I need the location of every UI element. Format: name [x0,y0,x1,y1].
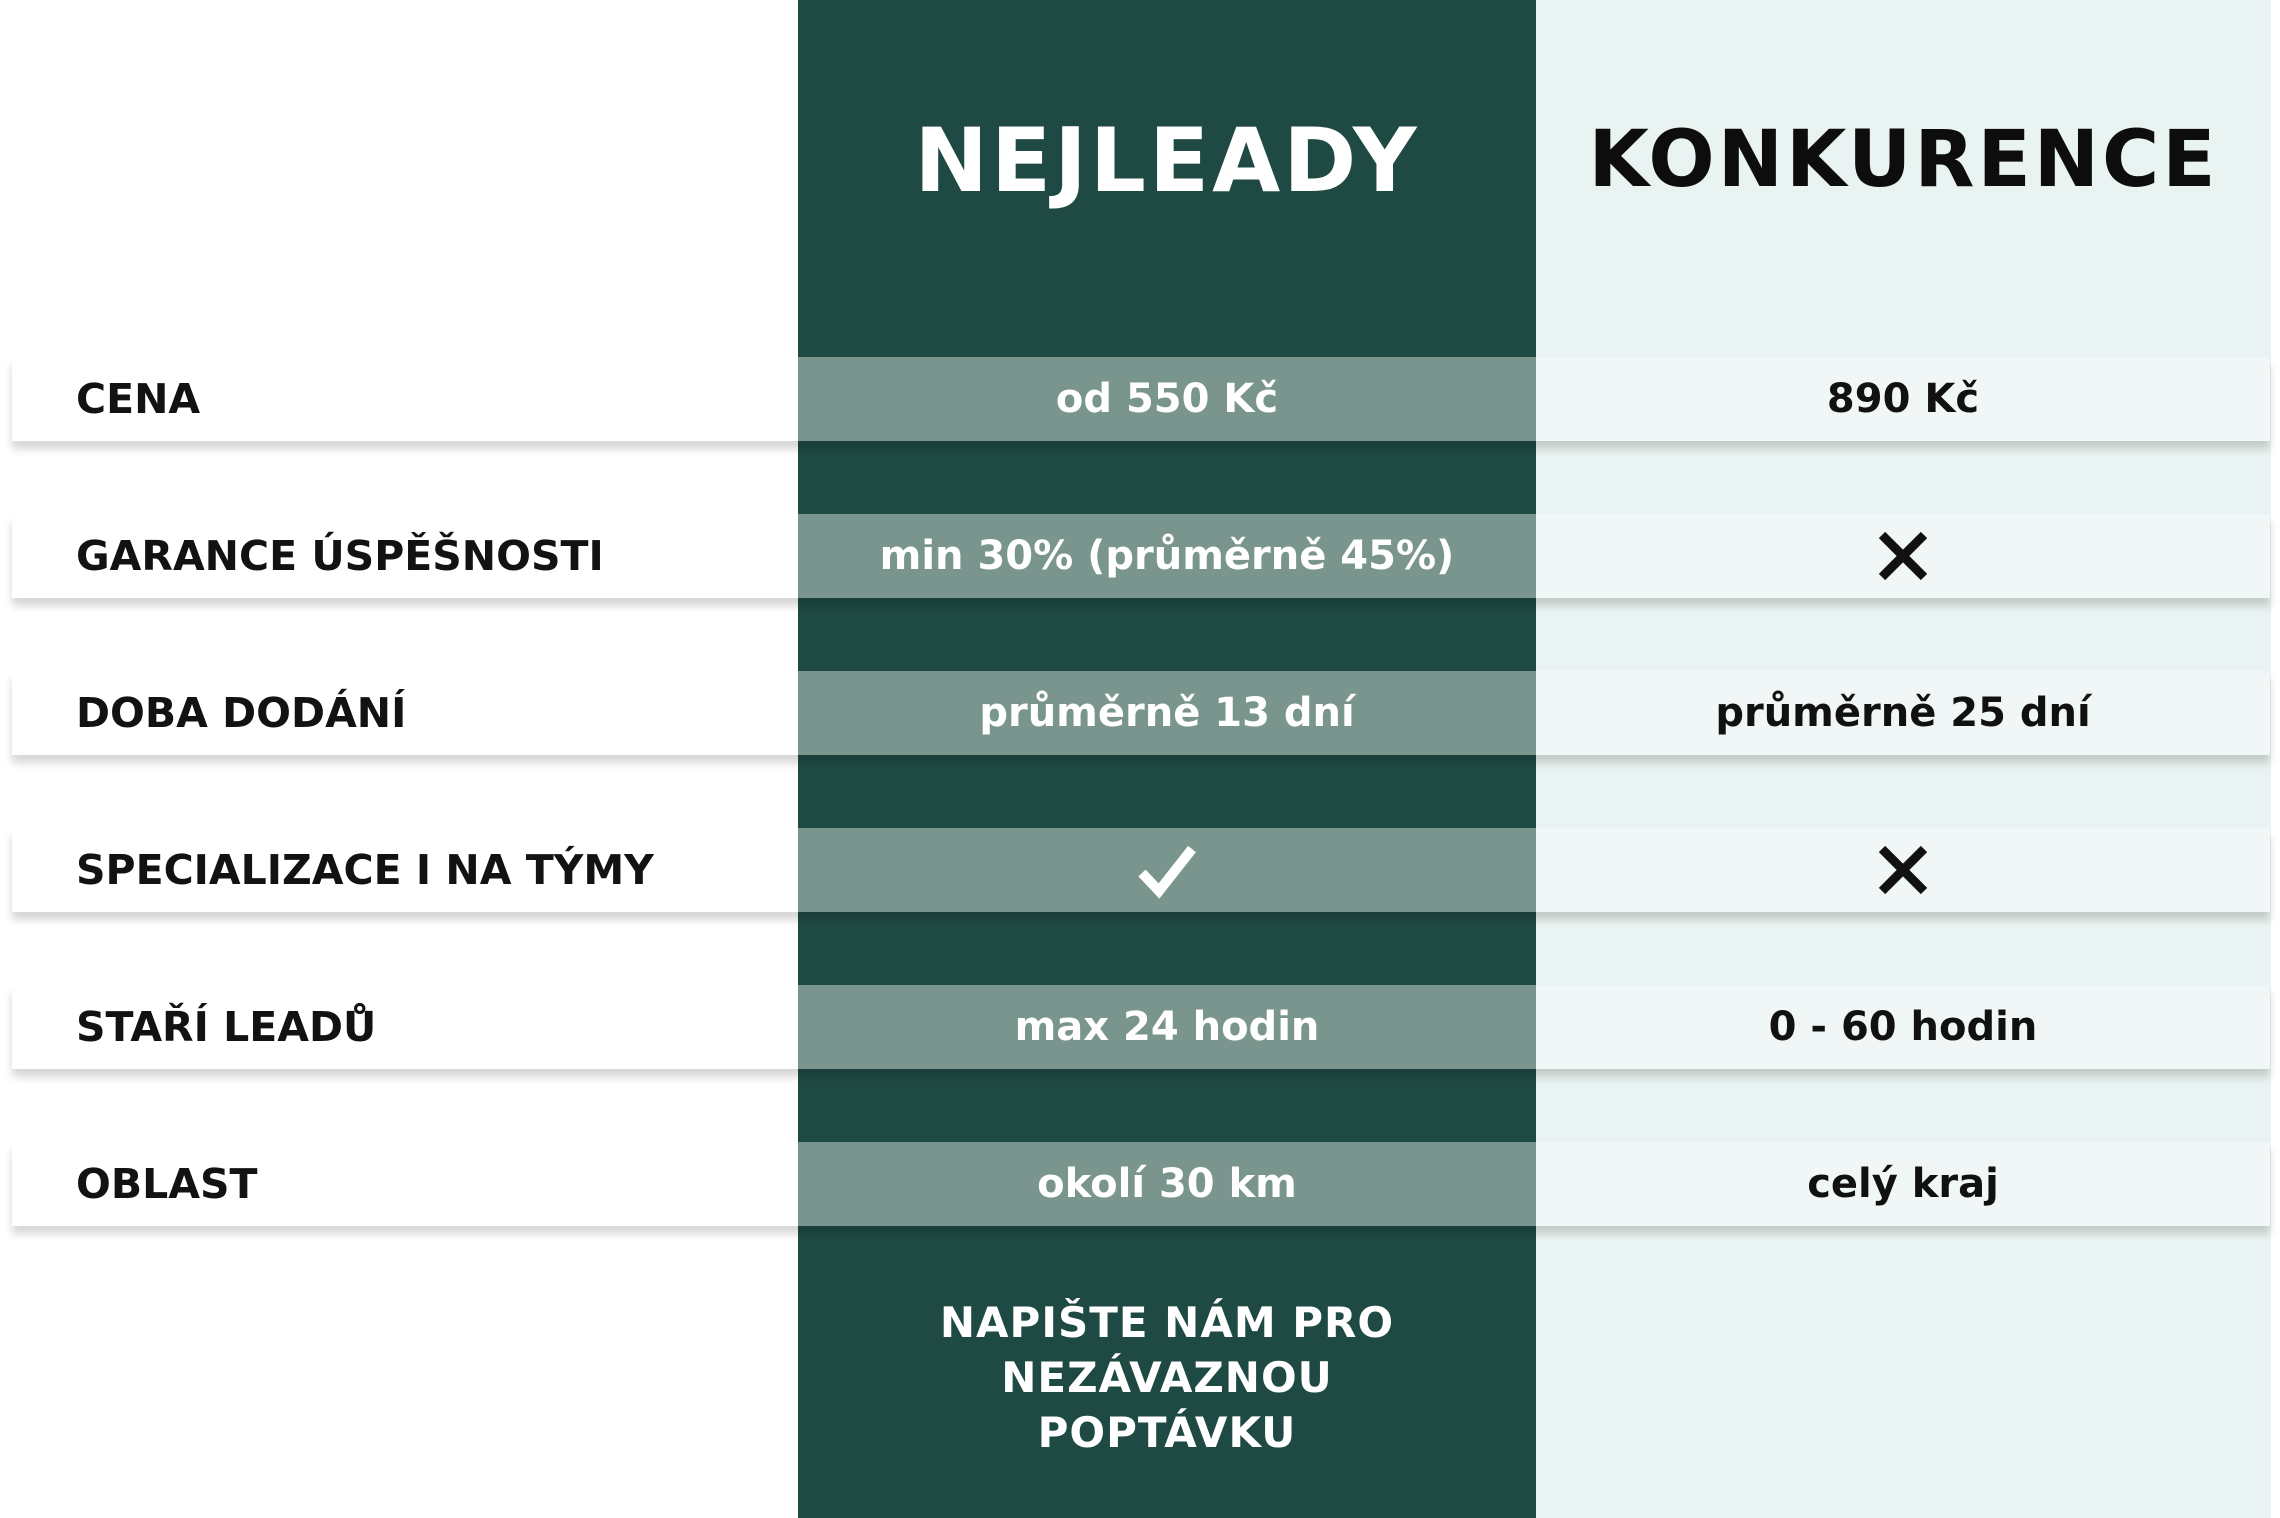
nejleady-value: od 550 Kč [798,357,1536,441]
konkurence-value: celý kraj [1536,1142,2270,1226]
cta-line: POPTÁVKU [1037,1408,1297,1457]
comparison-row-oblast [12,1142,2270,1226]
nejleady-column [798,0,1536,1518]
nejleady-value: min 30% (průměrně 45%) [798,514,1536,598]
nejleady-value [798,828,1536,912]
comparison-row-garance [12,514,2270,598]
row-label: DOBA DODÁNÍ [12,671,798,755]
konkurence-value [1536,514,2270,598]
row-label: SPECIALIZACE I NA TÝMY [12,828,798,912]
comparison-row-doba-dodani [12,671,2270,755]
nejleady-header: NEJLEADY [914,108,1420,212]
cross-icon [1876,843,1930,897]
cross-icon [1876,529,1930,583]
row-label: GARANCE ÚSPĚŠNOSTI [12,514,798,598]
nejleady-value: průměrně 13 dní [798,671,1536,755]
nejleady-value: max 24 hodin [798,985,1536,1069]
comparison-row-stari-leadu [12,985,2270,1069]
comparison-row-cena [12,357,2270,441]
row-label: CENA [12,357,798,441]
konkurence-header: KONKURENCE [1588,115,2219,205]
row-label: STAŘÍ LEADŮ [12,985,798,1069]
checkmark-icon [1136,841,1198,899]
konkurence-value [1536,828,2270,912]
cta-line: NEZÁVAZNOU [1001,1353,1333,1402]
row-label: OBLAST [12,1142,798,1226]
konkurence-column [1536,0,2271,1518]
cta-text[interactable] [798,1295,1536,1460]
nejleady-value: okolí 30 km [798,1142,1536,1226]
konkurence-value: průměrně 25 dní [1536,671,2270,755]
cta-line: NAPIŠTE NÁM PRO [939,1298,1395,1347]
konkurence-value: 0 - 60 hodin [1536,985,2270,1069]
konkurence-value: 890 Kč [1536,357,2270,441]
comparison-row-specializace [12,828,2270,912]
